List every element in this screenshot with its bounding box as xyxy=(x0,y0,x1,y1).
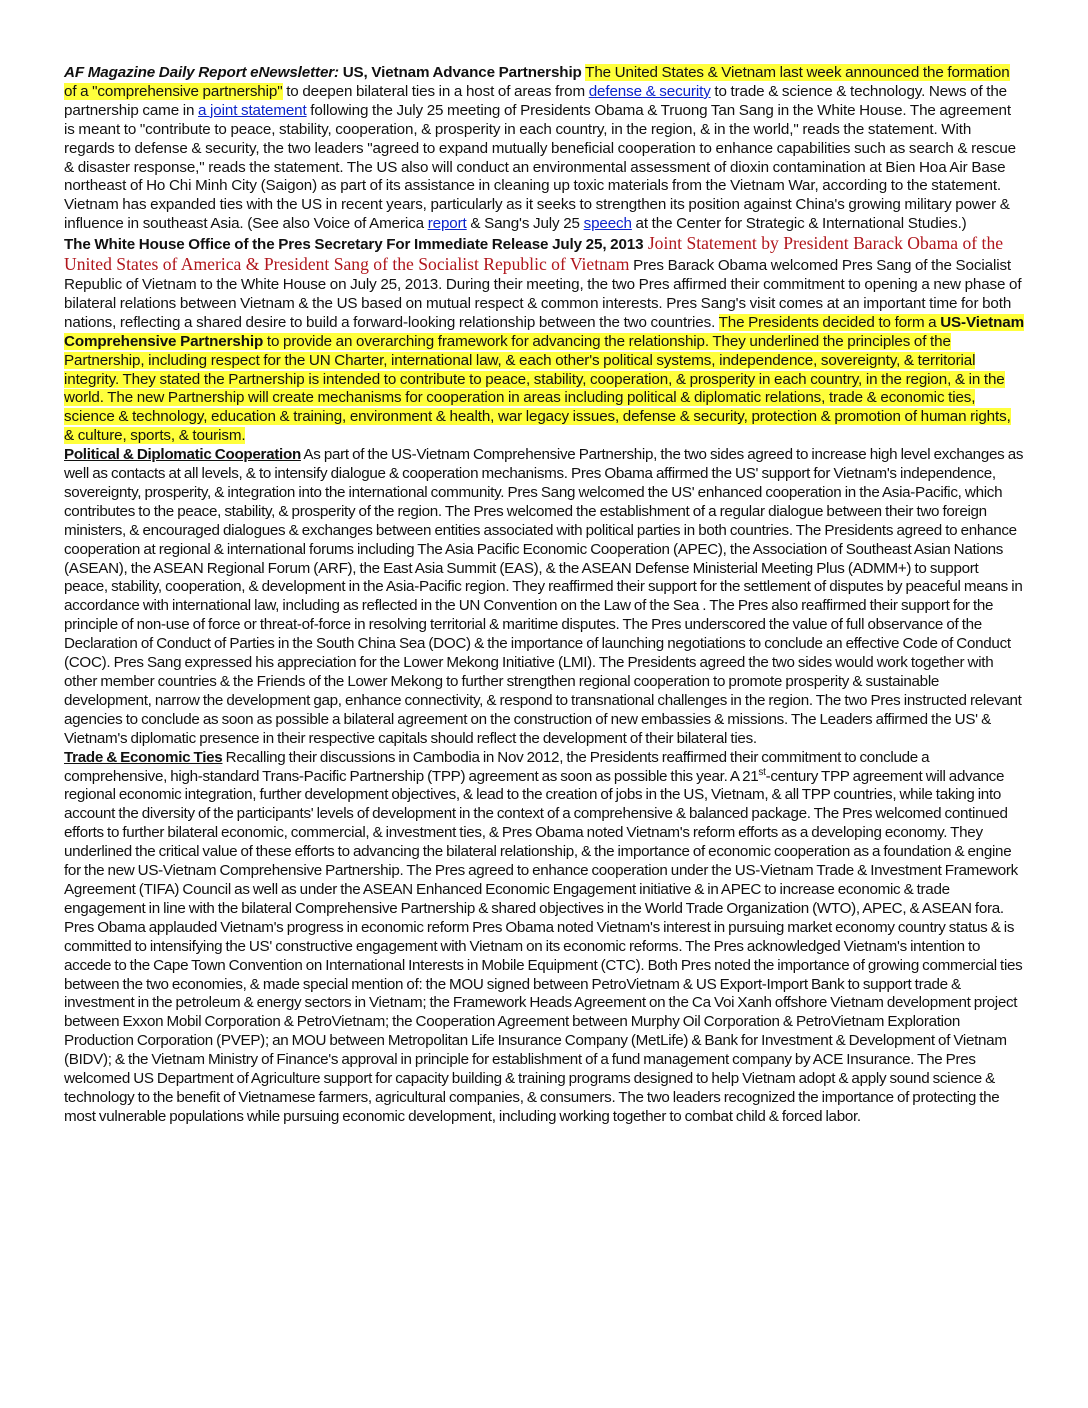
link-speech[interactable]: speech xyxy=(583,215,632,233)
newsletter-source: AF Magazine Daily Report eNewsletter: xyxy=(64,64,339,81)
link-defense-security[interactable]: defense & security xyxy=(588,82,711,100)
highlighted-lead: The United States & Vietnam last week announced the formation of a "comprehensive partnership" xyxy=(64,64,1010,100)
partnership-name: US-Vietnam Comprehensive Partnership xyxy=(64,313,1024,350)
section-heading-trade: Trade & Economic Ties xyxy=(64,748,223,766)
section-heading-political: Political & Diplomatic Cooperation xyxy=(64,446,301,464)
ordinal-suffix: st xyxy=(758,766,766,778)
newsletter-paragraph: AF Magazine Daily Report eNewsletter: US, Vietnam Advance Partnership The United States & Vietnam last week announced the formation of a "comprehensive partnership" to deepen bilateral ties in a host of areas from defense & security to trade & science & technology. News of the partnership came in a joint statement following the July 25 meeting of Presidents Obama & Truong Tan Sang in the White House. The agreement is meant to "contribute to peace, stability, cooperation, & prosperity in each country, in the region, & in the world," reads the statement. With regards to defense & security, the two leaders "agreed to expand mutually beneficial cooperation to enhance capabilities such as search & rescue & disaster response," reads the statement. The US also will conduct an environmental assessment of dioxin contamination at Bien Hoa Air Base northeast of Ho Chi Minh City (Saigon) as part of its assistance in cleaning up toxic materials from the Vietnam War, according to the statement. Vietnam has expanded ties with the US in recent years, particularly as it seeks to strengthen its position against China's growing military power & influence in southeast Asia. (See also Voice of America report & Sang's July 25 speech at the Center for Strategic & International Studies.) xyxy=(64,64,1017,233)
newsletter-headline: US, Vietnam Advance Partnership xyxy=(339,64,582,81)
joint-statement-paragraph: The White House Office of the Pres Secretary For Immediate Release July 25, 2013 Joint Statement by President Barack Obama of the United States of America & President Sang of the Socialist Republic of Vietnam Pres Barack Obama welcomed Pres Sang of the Socialist Republic of Vietnam to the White House on July 25, 2013. During their meeting, the two Pres affirmed their commitment to opening a new phase of bilateral relations between Vietnam & the US based on mutual respect & common interests. Pres Sang's visit comes at an important time for both nations, reflecting a shared desire to build a forward-looking relationship between the two countries. The Presidents decided to form a US-Vietnam Comprehensive Partnership to provide an overarching framework for advancing the relationship. They underlined the principles of the Partnership, including respect for the UN Charter, international law, & each other's political systems, independence, sovereignty, & territorial integrity. They stated the Partnership is intended to contribute to peace, stability, cooperation, & prosperity in each country, in the region, & in the world. The new Partnership will create mechanisms for cooperation in areas including political & diplomatic relations, trade & economic ties, science & technology, education & training, environment & health, war legacy issues, defense & security, protection & promotion of human rights, & culture, sports, & tourism. xyxy=(64,233,1024,445)
document-page xyxy=(64,64,1024,1127)
trade-economic-paragraph: Trade & Economic Ties Recalling their discussions in Cambodia in Nov 2012, the Presidents reaffirmed their commitment to conclude a comprehensive, high-standard Trans-Pacific Partnership (TPP) agreement as soon as possible this year. A 21st-century TPP agreement will advance regional economic integration, further development objectives, & lead to the creation of jobs in the US, Vietnam, & all TPP countries, while taking into account the diversity of the participants' levels of development in the context of a comprehensive & balanced package. The Pres welcomed continued efforts to further bilateral economic, commercial, & investment ties, & Pres Obama noted Vietnam's reform efforts as a developing economy. They underlined the critical value of these efforts to advancing the bilateral relationship, & the importance of economic cooperation as a foundation & engine for the new US-Vietnam Comprehensive Partnership. The Pres agreed to enhance cooperation under the US-Vietnam Trade & Investment Framework Agreement (TIFA) Council as well as under the ASEAN Enhanced Economic Engagement initiative & in APEC to increase economic & trade engagement in line with the bilateral Comprehensive Partnership & shared objectives in the World Trade Organization (WTO), APEC, & ASEAN fora. Pres Obama applauded Vietnam's progress in economic reform Pres Obama noted Vietnam's interest in pursuing market economy country status & is committed to intensifying the US' constructive engagement with Vietnam on its economic reforms. The Pres acknowledged Vietnam's intention to accede to the Cape Town Convention on International Interests in Mobile Equipment (CTC). Both Pres noted the importance of growing commercial ties between the two economies, & made special mention of: the MOU signed between PetroVietnam & US Export-Import Bank to support trade & investment in the petroleum & energy sectors in Vietnam; the Framework Heads Agreement on the Ca Voi Xanh offshore Vietnam development project between Exxon Mobil Corporation & PetroVietnam; the Cooperation Agreement between Murphy Oil Corporation & PetroVietnam Exploration Production Corporation (PVEP); an MOU between Metropolitan Life Insurance Company (MetLife) & Bank for Investment & Development of Vietnam (BIDV); & the Vietnam Ministry of Finance's approval in principle for establishment of a fund management company by ACE Insurance. The Pres welcomed US Department of Agriculture support for capacity building & training programs designed to help Vietnam adopt & apply sound science & technology to the benefit of Vietnamese farmers, agricultural companies, & consumers. The two leaders recognized the importance of protecting the most vulnerable populations while pursuing economic development, including working together to combat child & forced labor. xyxy=(64,748,1023,1125)
link-voa-report[interactable]: report xyxy=(427,215,467,233)
highlighted-partnership: The Presidents decided to form a US-Vietnam Comprehensive Partnership to provide an overarching framework for advancing the relationship. They underlined the principles of the Partnership, including respect for the UN Charter, international law, & each other's political systems, independence, sovereignty, & territorial integrity. They stated the Partnership is intended to contribute to peace, stability, cooperation, & prosperity in each country, in the region, & in the world. The new Partnership will create mechanisms for cooperation in areas including political & diplomatic relations, trade & economic ties, science & technology, education & training, environment & health, war legacy issues, defense & security, protection & promotion of human rights, & culture, sports, & tourism. xyxy=(64,313,1024,445)
white-house-source: The White House Office of the Pres Secretary For Immediate Release July 25, 2013 xyxy=(64,236,644,254)
political-diplomatic-paragraph: Political & Diplomatic Cooperation As part of the US-Vietnam Comprehensive Partnership, the two sides agreed to increase high level exchanges as well as contacts at all levels, & to intensify dialogue & cooperation mechanisms. Pres Obama affirmed the US' support for Vietnam's independence, sovereignty, prosperity, & integration into the international community. Pres Sang welcomed the US' enhanced cooperation in the Asia-Pacific, which contributes to the peace, stability, & prosperity of the region. The Pres welcomed the establishment of a regular dialogue between their two foreign ministers, & encouraged dialogues & exchanges between entities associated with political parties in both countries. The Presidents agreed to enhance cooperation at regional & international forums including The Asia Pacific Economic Cooperation (APEC), the Association of Southeast Asian Nations (ASEAN), the ASEAN Regional Forum (ARF), the East Asia Summit (EAS), & the ASEAN Defense Ministerial Meeting Plus (ADMM+) to support peace, stability, cooperation, & development in the Asia-Pacific region. They reaffirmed their support for the settlement of disputes by peaceful means in accordance with international law, including as reflected in the UN Convention on the Law of the Sea . The Pres also reaffirmed their support for the principle of non-use of force or threat-of-force in resolving territorial & maritime disputes. The Pres underscored the value of full observance of the Declaration of Conduct of Parties in the South China Sea (DOC) & the importance of launching negotiations to conclude an effective Code of Conduct (COC). Pres Sang expressed his appreciation for the Lower Mekong Initiative (LMI). The Presidents agreed the two sides would work together with other member countries & the Friends of the Lower Mekong to further strengthen regional cooperation to promote prosperity & sustainable development, narrow the development gap, enhance connectivity, & respond to transnational challenges in the region. The two Pres instructed relevant agencies to conclude as soon as possible a bilateral agreement on the construction of new embassies & missions. The Leaders affirmed the US' & Vietnam's diplomatic presence in their respective capitals should reflect the development of their bilateral ties. xyxy=(64,446,1024,747)
joint-statement-title: Joint Statement by President Barack Obama of the United States of America & President Sang of the Socialist Republic of Vietnam xyxy=(64,233,1004,275)
link-joint-statement[interactable]: a joint statement xyxy=(198,101,307,119)
